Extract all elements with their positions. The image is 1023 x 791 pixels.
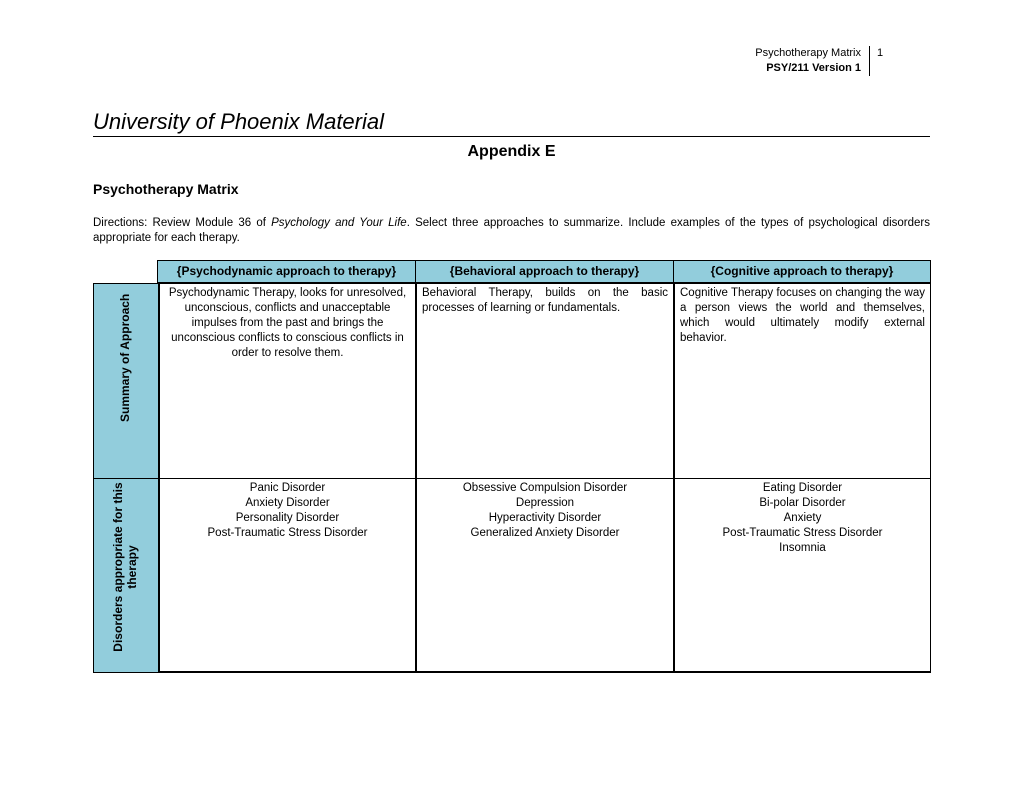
disorder-item: Depression xyxy=(515,497,575,509)
row-header-disorders-cell xyxy=(93,478,159,673)
disorders-cognitive xyxy=(673,478,931,673)
disorder-item: Hyperactivity Disorder xyxy=(488,512,602,524)
directions-suffix: . Select three approaches to summarize. Include examples of the types of psychological disorders appropriate for each therapy. xyxy=(93,217,930,244)
appendix-heading: Appendix E xyxy=(467,143,556,160)
directions-prefix: Directions: Review Module 36 of xyxy=(93,217,272,229)
column-header-cognitive: {Cognitive approach to therapy} xyxy=(673,260,931,283)
summary-cognitive: Cognitive Therapy focuses on changing the way a person views the world and themselves, which would ultimately modify external behavior. xyxy=(673,283,931,479)
disorders-psychodynamic xyxy=(158,478,416,673)
running-header xyxy=(700,46,870,76)
page-number: 1 xyxy=(877,47,884,59)
university-title: University of Phoenix Material xyxy=(93,109,930,137)
disorder-item: Post-Traumatic Stress Disorder xyxy=(722,527,883,539)
disorder-item: Bi-polar Disorder xyxy=(759,497,846,509)
disorder-item: Obsessive Compulsion Disorder xyxy=(462,482,628,494)
disorder-item: Anxiety xyxy=(783,512,822,524)
running-title: Psychotherapy Matrix xyxy=(755,47,861,59)
directions-text xyxy=(93,216,930,246)
disorder-item: Insomnia xyxy=(779,542,826,554)
matrix-title: Psychotherapy Matrix xyxy=(93,181,239,197)
summary-behavioral: Behavioral Therapy, builds on the basic processes of learning or fundamentals. xyxy=(415,283,674,479)
disorder-item: Anxiety Disorder xyxy=(245,497,330,509)
summary-psychodynamic: Psychodynamic Therapy, looks for unresolved, unconscious, conflicts and unacceptable impulses from the past and brings the unconscious conflicts to conscious conflicts in order to resolve them. xyxy=(158,283,416,479)
row-header-summary: Summary of Approach xyxy=(118,293,132,422)
disorder-item: Post-Traumatic Stress Disorder xyxy=(207,527,368,539)
column-header-psychodynamic: {Psychodynamic approach to therapy} xyxy=(157,260,416,283)
row-header-summary-cell xyxy=(93,283,159,479)
disorder-item: Eating Disorder xyxy=(762,482,843,494)
disorder-item: Personality Disorder xyxy=(235,512,340,524)
row-header-disorders: Disorders appropriate for this therapy xyxy=(111,482,139,652)
disorder-item: Panic Disorder xyxy=(249,482,326,494)
column-header-behavioral: {Behavioral approach to therapy} xyxy=(415,260,674,283)
course-version: PSY/211 Version 1 xyxy=(766,62,861,74)
book-title: Psychology and Your Life xyxy=(271,217,407,229)
disorders-behavioral xyxy=(415,478,674,673)
disorder-item: Generalized Anxiety Disorder xyxy=(470,527,620,539)
